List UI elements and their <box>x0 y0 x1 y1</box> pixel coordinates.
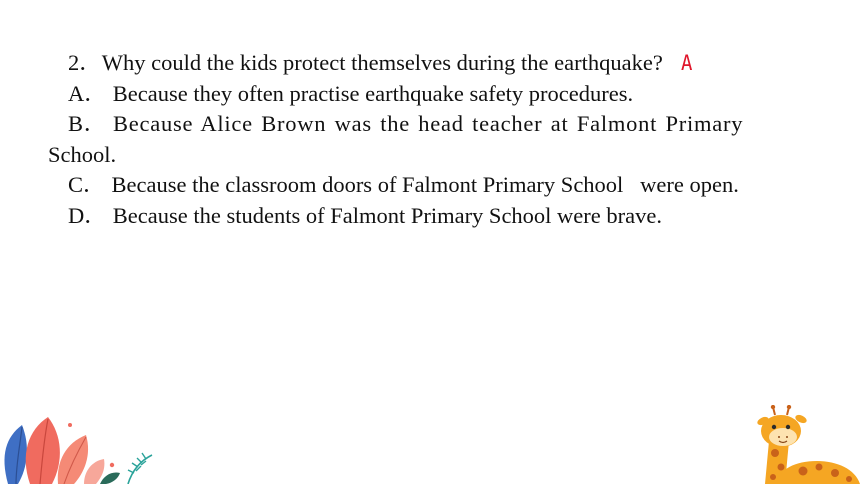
question-block <box>48 48 813 231</box>
question-line <box>48 48 813 79</box>
option-b-label: B． <box>68 111 108 136</box>
option-b <box>48 109 813 140</box>
option-a <box>48 79 813 110</box>
question-text: Why could the kids protect themselves during the earthquake? <box>101 50 663 75</box>
answer-mark: A <box>680 51 693 75</box>
option-b-continuation: School. <box>48 141 117 167</box>
giraffe-icon <box>755 405 860 484</box>
option-c-label: C． <box>68 172 106 197</box>
option-c <box>48 170 813 201</box>
option-a-text: Because they often practise earthquake safety procedures. <box>112 80 634 106</box>
option-a-label: A． <box>68 80 107 106</box>
option-c-text: Because the classroom doors of Falmont Primary School were open. <box>111 172 739 197</box>
question-number: 2． <box>68 50 102 75</box>
plant-leaves-icon <box>0 395 170 484</box>
option-d-label: D． <box>68 202 107 228</box>
option-d <box>48 201 813 232</box>
option-b-text: Because Alice Brown was the head teacher at Falmont Primary <box>113 111 744 136</box>
option-d-text: Because the students of Falmont Primary School were brave. <box>112 202 662 228</box>
